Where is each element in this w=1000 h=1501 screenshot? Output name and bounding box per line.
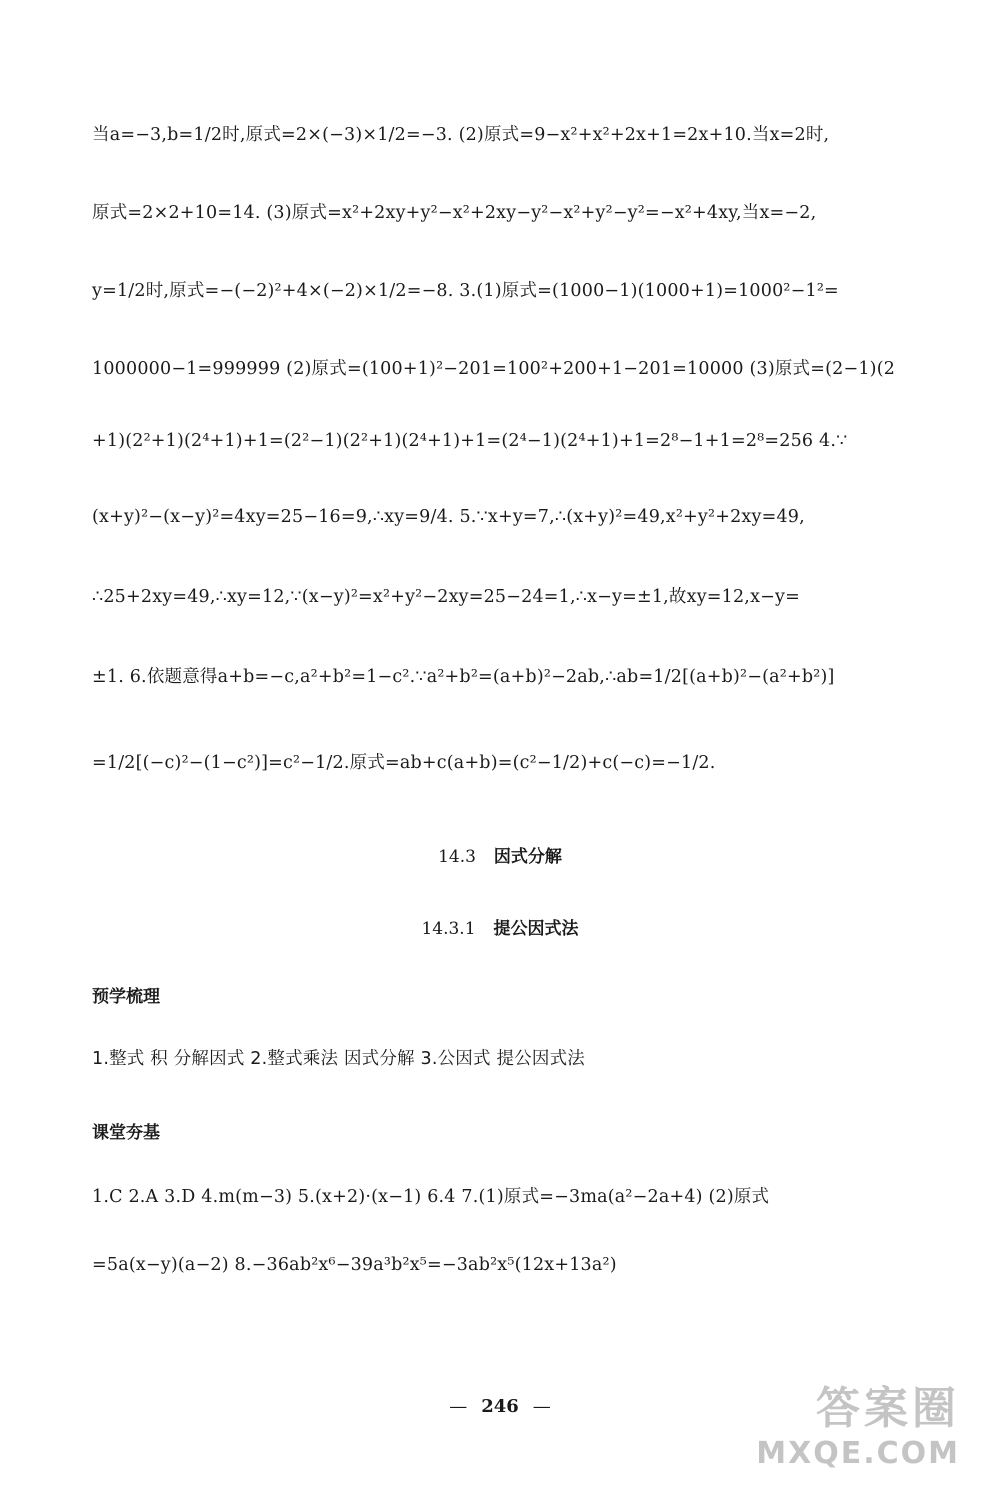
- answer-line-2: 原式=2×2+10=14. (3)原式=x²+2xy+y²−x²+2xy−y²−x²+y²−y²=−x²+4xy,当x=−2,: [92, 203, 817, 223]
- answer-line-8: ±1. 6.依题意得a+b=−c,a²+b²=1−c².∵a²+b²=(a+b)²−2ab,∴ab=1/2[(a+b)²−(a²+b²)]: [92, 667, 835, 687]
- page-number-dash-left: —: [449, 1396, 468, 1417]
- answer-line-3: y=1/2时,原式=−(−2)²+4×(−2)×1/2=−8. 3.(1)原式=(1000−1)(1000+1)=1000²−1²=: [92, 281, 839, 301]
- page-number-dash-right: —: [532, 1396, 551, 1417]
- classwork-line-1: 1.C 2.A 3.D 4.m(m−3) 5.(x+2)·(x−1) 6.4 7.(1)原式=−3ma(a²−2a+4) (2)原式: [92, 1187, 770, 1207]
- answer-line-1: 当a=−3,b=1/2时,原式=2×(−3)×1/2=−3. (2)原式=9−x²+x²+2x+1=2x+10.当x=2时,: [92, 125, 830, 145]
- section-number: 14.3: [438, 847, 476, 867]
- answer-line-4: 1000000−1=999999 (2)原式=(100+1)²−201=100²+200+1−201=10000 (3)原式=(2−1)(2: [92, 359, 896, 379]
- section-title: [0, 842, 1000, 867]
- answer-line-6: (x+y)²−(x−y)²=4xy=25−16=9,∴xy=9/4. 5.∵x+y=7,∴(x+y)²=49,x²+y²+2xy=49,: [92, 507, 805, 527]
- section-name: 因式分解: [493, 847, 562, 867]
- answer-line-7: ∴25+2xy=49,∴xy=12,∵(x−y)²=x²+y²−2xy=25−24=1,∴x−y=±1,故xy=12,x−y=: [92, 587, 800, 607]
- subsection-title: [0, 914, 1000, 939]
- subsection-number: 14.3.1: [421, 919, 476, 939]
- watermark-logo: [756, 1372, 960, 1471]
- page-number-value: 246: [481, 1396, 519, 1417]
- answer-line-9: =1/2[(−c)²−(1−c²)]=c²−1/2.原式=ab+c(a+b)=(c²−1/2)+c(−c)=−1/2.: [92, 753, 716, 773]
- classwork-heading: 课堂夯基: [92, 1123, 160, 1143]
- subsection-name: 提公因式法: [493, 919, 579, 939]
- preview-heading: 预学梳理: [92, 987, 160, 1007]
- answer-line-5: +1)(2²+1)(2⁴+1)+1=(2²−1)(2²+1)(2⁴+1)+1=(2⁴−1)(2⁴+1)+1=2⁸−1+1=2⁸=256 4.∵: [92, 431, 848, 451]
- classwork-line-2: =5a(x−y)(a−2) 8.−36ab²x⁶−39a³b²x⁵=−3ab²x⁵(12x+13a²): [92, 1255, 617, 1275]
- preview-answers: 1.整式 积 分解因式 2.整式乘法 因式分解 3.公因式 提公因式法: [92, 1049, 585, 1069]
- watermark-url: MXQE.COM: [756, 1436, 960, 1471]
- watermark-title: 答案圈: [816, 1383, 960, 1434]
